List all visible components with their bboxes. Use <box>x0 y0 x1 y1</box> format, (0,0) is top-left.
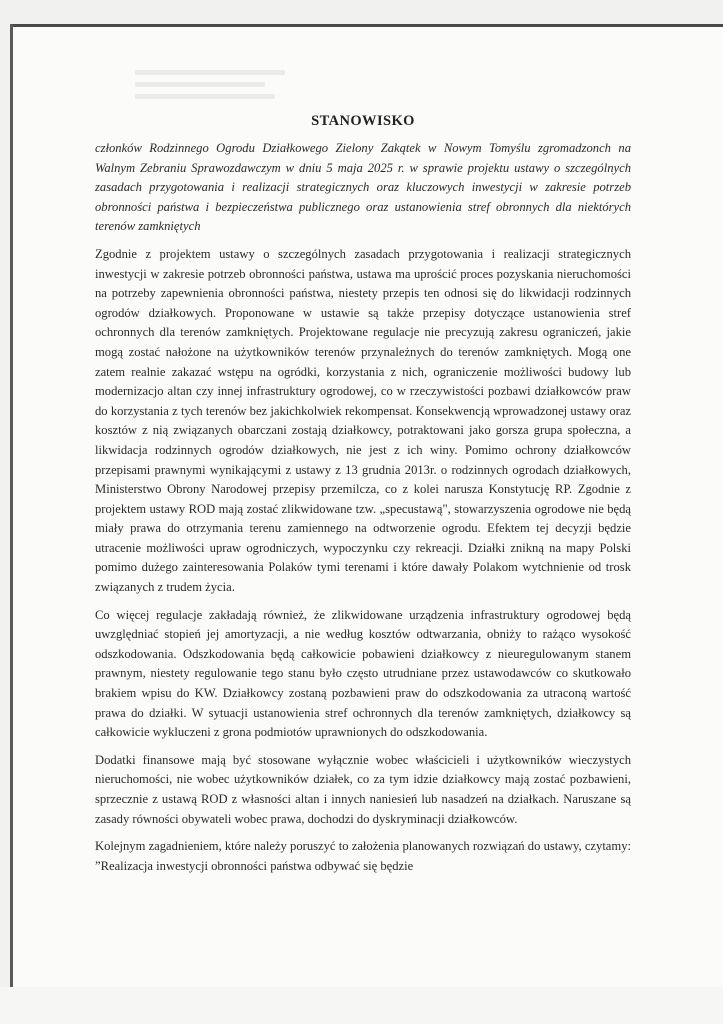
scan-bottom-margin <box>0 987 723 1024</box>
bleed-through-mark <box>135 82 265 87</box>
document-content <box>95 113 631 876</box>
document-page <box>13 27 723 987</box>
bleed-through-mark <box>135 94 275 99</box>
document-title: STANOWISKO <box>311 113 415 129</box>
body-paragraph-3: Dodatki finansowe mają być stosowane wyłącznie wobec właścicieli i użytkowników wieczystych nieruchomości, nie wobec użytkowników działek, co za tym idzie działkowcy mają zostać pozbawieni, sprzecznie z ustawą ROD z własności altan i innych naniesień lub nasadzeń na działkach. Naruszane są zasady równości obywateli wobec prawa, dochodzi do dyskryminacji działkowców. <box>95 752 631 826</box>
body-paragraph-2: Co więcej regulacje zakładają również, że zlikwidowane urządzenia infrastruktury ogrodowej będą uwzględniać stopień jej amortyzacji, a nie według kosztów odtwarzania, obniży to rażąco wysokość odszkodowania. Odszkodowania będą całkowicie pobawieni działkowcy z nieuregulowanym stanem prawnym, niestety regulowanie tego stanu było często utrudniane przez ustawodawców co skutkowało brakiem wpisu do KW. Działkowcy zostaną pozbawieni praw do odszkodowania za utraconą wartość prawa do działki. W sytuacji ustanowienia stref ochronnych dla terenów zamkniętych, działkowcy są całkowicie wykluczeni z grona podmiotów uprawnionych do odszkodowania. <box>95 607 631 740</box>
body-paragraph-1: Zgodnie z projektem ustawy o szczególnych zasadach przygotowania i realizacji strategicznych inwestycji w zakresie potrzeb obronności państwa, ustawa ma uprościć proces pozyskania nieruchomości na potrzeby zapewnienia obronności państwa, niestety przepis ten odnosi się do likwidacji rodzinnych ogrodów działkowych. Proponowane w ustawie są także przepisy dotyczące ustanowienia stref ochronnych dla terenów zamkniętych. Projektowane regulacje nie precyzują zakresu ograniczeń, jakie mogą zostać nałożone na użytkowników terenów przynależnych do terenów zamkniętych. Mogą one zatem realnie zakazać wstępu na ogródki, korzystania z nich, ograniczenie możliwości budowy lub modernizacjo altan czy innej infrastruktury ogrodowej, co w rzeczywistości pozbawi działkowców praw do korzystania z tych terenów bez jakichkolwiek rekompensat. Konsekwencją wprowadzonej ustawy oraz kosztów z nią związanych obarczani zostają działkowcy, potraktowani jako gorsza grupa społeczna, a likwidacja rodzinnych ogrodów działkowych, nie jest z ich winy. Pomimo ochrony działkowców przepisami prawnymi wynikającymi z ustawy z 13 grudnia 2013r. o rodzinnych ogrodach działkowych, Ministerstwo Obrony Narodowej przepisy przemilcza, co z kolei narusza Konstytucję RP. Zgodnie z projektem ustawy ROD mają zostać zlikwidowane tzw. „specustawą", stowarzyszenia ogrodowe nie będą miały prawa do otrzymania terenu zamiennego na odtworzenie ogrodu. Efektem tej decyzji będzie utracenie możliwości upraw ogrodniczych, wypoczynku czy rekreacji. Działki znikną na mapy Polski pomimo dużego zainteresowania Polaków tymi terenami i które dawały Polakom wytchnienie od trosk związanych z trudem życia. <box>95 246 631 595</box>
body-paragraph-4: Kolejnym zagadnieniem, które należy poruszyć to założenia planowanych rozwiązań do ustawy, czytamy: ”Realizacja inwestycji obronności państwa odbywać się będzie <box>95 839 631 873</box>
document-intro: członków Rodzinnego Ogrodu Działkowego Zielony Zakątek w Nowym Tomyślu zgromadzonch na Walnym Zebraniu Sprawozdawczym w dniu 5 maja 2025 r. w sprawie projektu ustawy o szczególnych zasadach przygotowania i realizacji strategicznych oraz kluczowych inwestycji w zakresie potrzeb obronności państwa i bezpieczeństwa publicznego oraz ustanowienia stref obronnych dla niektórych terenów zamkniętych <box>95 141 631 234</box>
bleed-through-mark <box>135 70 285 75</box>
